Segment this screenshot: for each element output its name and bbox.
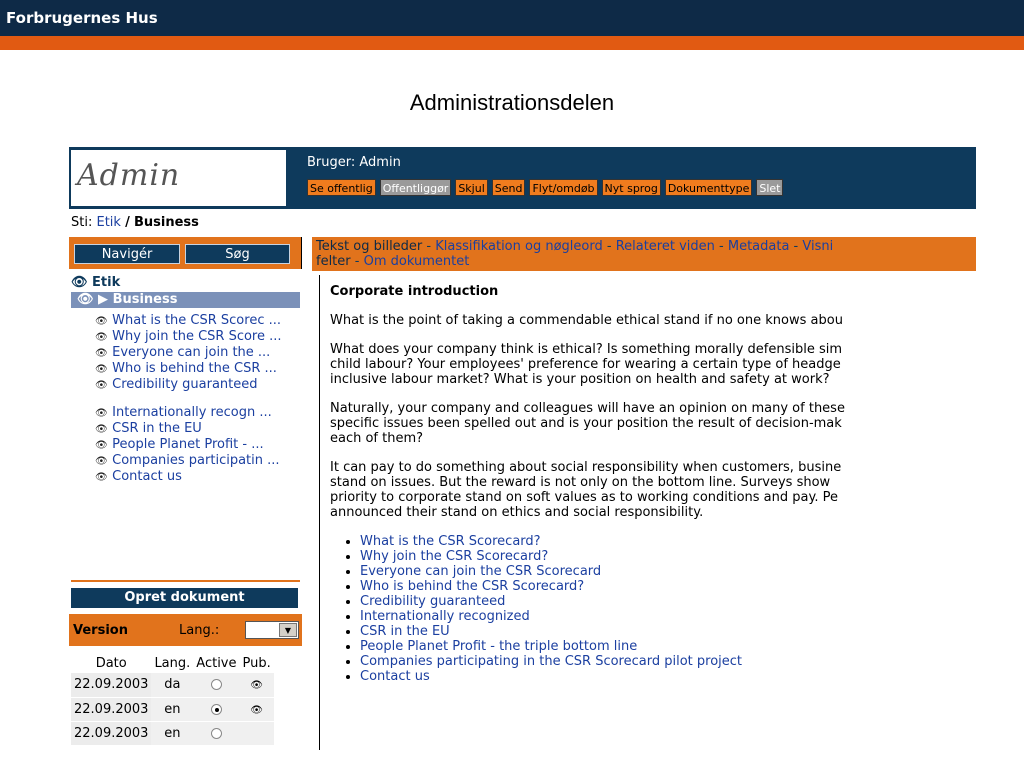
eye-icon[interactable]: 👁 <box>250 704 263 716</box>
tab-view[interactable]: Visni <box>802 239 834 254</box>
tab-metadata[interactable]: Metadata <box>727 239 790 254</box>
tree-item-label: Who is behind the CSR ... <box>112 361 277 376</box>
table-row <box>71 697 274 721</box>
tab-related[interactable]: Relateret viden <box>615 239 715 254</box>
version-date: 22.09.2003 <box>71 721 151 745</box>
pub-cell <box>240 721 274 745</box>
tree-item-label: Why join the CSR Score ... <box>112 329 282 344</box>
tree-item-label: Companies participatin ... <box>112 453 280 468</box>
eye-icon: 👁 <box>95 380 108 391</box>
eye-icon: 👁 <box>95 348 108 359</box>
list-item[interactable]: • Who is behind the CSR Scorecard? <box>360 579 976 594</box>
tree-item[interactable] <box>69 345 301 361</box>
document-body <box>330 284 976 684</box>
orange-stripe <box>0 36 1024 50</box>
admin-screenshot <box>69 147 976 750</box>
paragraph: What is the point of taking a commendable ethical stand if no one knows abou <box>330 313 843 328</box>
paragraph: Naturally, your company and colleagues will have an opinion on many of these specific issues been spelled out and is your position the result of decision-mak each of them? <box>330 401 845 446</box>
column-header: Lang. <box>154 655 191 671</box>
slide-title: Administrationsdelen <box>409 90 615 115</box>
publish-button[interactable]: Offentliggør <box>380 179 452 196</box>
eye-icon: 👁 <box>95 332 108 343</box>
tree-item-label: Everyone can join the ... <box>112 345 271 360</box>
tree-item[interactable] <box>69 437 301 453</box>
pub-cell <box>240 673 274 697</box>
breadcrumb-etik[interactable]: Etik <box>96 215 121 230</box>
tab-search[interactable]: Søg <box>185 244 290 264</box>
tree-item-label: Credibility guaranteed <box>112 377 258 392</box>
tree-selected-label: ▶ Business <box>98 292 178 307</box>
lang-label: Lang.: <box>179 623 220 638</box>
eye-icon: 👁 <box>95 408 108 419</box>
version-lang: en <box>151 697 193 721</box>
version-label: Version <box>73 623 128 638</box>
eye-icon: 👁 <box>95 440 108 451</box>
move-rename-button[interactable]: Flyt/omdøb <box>529 179 597 196</box>
active-cell <box>193 697 239 721</box>
column-header: Active <box>196 655 237 671</box>
top-bar <box>0 0 1024 36</box>
list-item[interactable]: • Everyone can join the CSR Scorecard <box>360 564 976 579</box>
list-item[interactable]: • CSR in the EU <box>360 624 976 639</box>
active-radio[interactable] <box>211 704 222 715</box>
table-row <box>71 673 274 697</box>
paragraph: What does your company think is ethical? Is something morally defensible sim child labour? Your employees' preference for wearing a certain type of headge inclusive labour market? What is your position on health and safety at work? <box>330 342 843 387</box>
tree-item-label: Internationally recogn ... <box>112 405 272 420</box>
toolbar <box>307 179 783 196</box>
column-divider <box>319 275 320 750</box>
language-select[interactable] <box>245 621 299 639</box>
tree-item-label: CSR in the EU <box>112 421 202 436</box>
eye-icon: 👁 <box>95 424 108 435</box>
left-panel <box>69 235 302 750</box>
tree-item[interactable] <box>69 405 301 421</box>
list-item[interactable]: • What is the CSR Scorecard? <box>360 534 976 549</box>
table-row <box>71 721 274 745</box>
tree-item[interactable] <box>69 469 301 485</box>
pub-cell <box>240 697 274 721</box>
eye-icon: 👁 <box>95 472 108 483</box>
version-bar <box>69 614 302 646</box>
eye-icon: 👁 <box>71 275 88 290</box>
list-item[interactable]: • People Planet Profit - the triple bottom line <box>360 639 976 654</box>
tree-item[interactable] <box>69 329 301 345</box>
breadcrumb-label: Sti: <box>71 215 93 230</box>
list-item[interactable]: • Internationally recognized <box>360 609 976 624</box>
tree-item-label: Contact us <box>112 469 182 484</box>
tree-item[interactable] <box>69 421 301 437</box>
tree-children <box>95 313 301 485</box>
table-header <box>71 653 274 673</box>
tab-navigate[interactable]: Navigér <box>74 244 180 264</box>
tree-root[interactable] <box>71 275 120 290</box>
brand-title: Forbrugernes Hus <box>6 9 158 27</box>
column-header: Pub. <box>242 655 271 671</box>
create-document-button[interactable]: Opret dokument <box>71 588 298 608</box>
admin-logo: Admin <box>77 158 181 193</box>
tab-text-images[interactable]: Tekst og billeder <box>316 239 423 254</box>
list-item[interactable]: • Companies participating in the CSR Scorecard pilot project <box>360 654 976 669</box>
version-date: 22.09.2003 <box>71 673 151 697</box>
paragraph: It can pay to do something about social responsibility when customers, busine stand on issues. But the reward is not only on the bottom line. Surveys show priority to corporate stand on soft values as to working conditions and pay. Pe announced their stand on ethics and social responsibility. <box>330 460 842 520</box>
active-cell <box>193 721 239 745</box>
list-item[interactable]: • Why join the CSR Scorecard? <box>360 549 976 564</box>
tree-item[interactable] <box>69 361 301 377</box>
version-lang: en <box>151 721 193 745</box>
tree-item-label: What is the CSR Scorec ... <box>112 313 281 328</box>
tab-classification[interactable]: Klassifikation og nøgleord <box>435 239 603 254</box>
version-lang: da <box>151 673 193 697</box>
tree-selected[interactable] <box>71 292 300 308</box>
view-public-button[interactable]: Se offentlig <box>307 179 376 196</box>
list-item[interactable]: • Credibility guaranteed <box>360 594 976 609</box>
send-button[interactable]: Send <box>492 179 526 196</box>
delete-button[interactable]: Slet <box>756 179 783 196</box>
breadcrumb <box>69 213 976 233</box>
active-radio[interactable] <box>211 728 222 739</box>
breadcrumb-sep: / <box>125 215 130 230</box>
hide-button[interactable]: Skjul <box>455 179 487 196</box>
new-language-button[interactable]: Nyt sprog <box>602 179 661 196</box>
column-header: Dato <box>95 655 127 671</box>
version-table <box>71 653 274 746</box>
version-date: 22.09.2003 <box>71 697 151 721</box>
logo-box <box>71 150 286 206</box>
active-radio[interactable] <box>211 679 222 690</box>
active-cell <box>193 673 239 697</box>
tree-item[interactable] <box>69 453 301 469</box>
tree-item[interactable] <box>69 377 301 393</box>
nav-tabs <box>69 237 302 269</box>
content-tabs: Tekst og billeder - Klassifikation og nøgleord - Relateret viden - Metadata - Visni felter - Om dokumentet <box>312 237 976 271</box>
eye-icon[interactable]: 👁 <box>250 680 263 692</box>
admin-header <box>69 147 976 209</box>
eye-icon: 👁 <box>77 292 94 307</box>
list-item[interactable]: • Contact us <box>360 669 976 684</box>
eye-icon: 👁 <box>95 364 108 375</box>
document-heading: Corporate introduction <box>330 284 499 299</box>
tree-item[interactable] <box>69 313 301 329</box>
tree-root-label: Etik <box>92 275 121 290</box>
link-list <box>360 534 976 684</box>
breadcrumb-current: Business <box>133 215 199 230</box>
chevron-down-icon: ▼ <box>279 623 297 637</box>
user-label: Bruger: Admin <box>307 155 401 170</box>
tab-fields[interactable]: felter <box>316 254 351 269</box>
tree-item-label: People Planet Profit - ... <box>112 437 264 452</box>
eye-icon: 👁 <box>95 456 108 467</box>
eye-icon: 👁 <box>95 316 108 327</box>
tab-about-document[interactable]: Om dokumentet <box>363 254 470 269</box>
divider <box>71 580 300 582</box>
document-type-button[interactable]: Dokumenttype <box>665 179 753 196</box>
